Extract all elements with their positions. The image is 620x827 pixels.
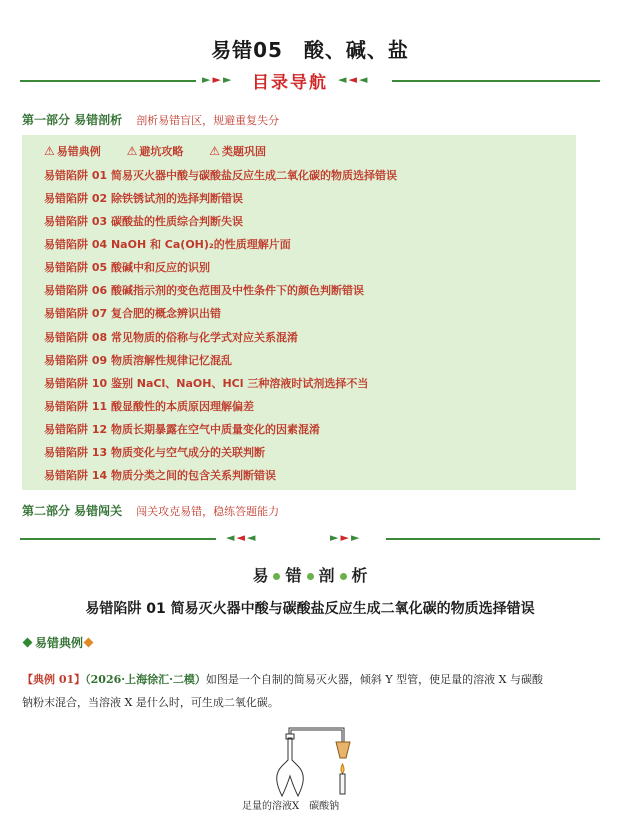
- part2-heading: [22, 502, 279, 519]
- tab-practice[interactable]: [209, 143, 266, 159]
- section-title: [0, 563, 620, 586]
- divider-line: [20, 538, 216, 540]
- document-title: 易错05 酸、碱、盐: [211, 38, 409, 62]
- nav-header: [20, 68, 600, 94]
- tab-label: 类题巩固: [221, 145, 266, 158]
- toc-item-05[interactable]: 易错陷阱 05 酸碱中和反应的识别: [44, 261, 210, 274]
- dot-icon: [273, 573, 280, 580]
- toc-box: [22, 135, 576, 490]
- part1-label: 第一部分 易错剖析: [22, 113, 123, 127]
- toc-item-14[interactable]: 易错陷阱 14 物质分类之间的包含关系判断错误: [44, 469, 276, 482]
- fire-extinguisher-figure: [262, 724, 362, 798]
- part2-label: 第二部分 易错闯关: [22, 504, 123, 518]
- part2-subtitle: 闯关攻克易错，稳练答题能力: [136, 505, 280, 518]
- tab-label: 易错典例: [56, 145, 101, 158]
- part1-heading: [22, 111, 279, 128]
- toc-item-01[interactable]: 易错陷阱 01 简易灭火器中酸与碳酸盐反应生成二氧化碳的物质选择错误: [44, 169, 397, 182]
- dot-icon: [340, 573, 347, 580]
- arrow-left-icon: ◄◄◄: [226, 531, 258, 544]
- nav-title: 目录导航: [252, 73, 328, 93]
- toc-item-11[interactable]: 易错陷阱 11 酸显酸性的本质原因理解偏差: [44, 400, 254, 413]
- toc-item-09[interactable]: 易错陷阱 09 物质溶解性规律记忆混乱: [44, 354, 232, 367]
- arrow-right-icon: ►►►: [330, 531, 362, 544]
- diamond-icon: [23, 638, 33, 648]
- arrow-right-icon: ►►►: [202, 73, 234, 86]
- toc-item-08[interactable]: 易错陷阱 08 常见物质的俗称与化学式对应关系混淆: [44, 331, 298, 344]
- example-text: 钠粉末混合，当溶液 X 是什么时，可生成二氧化碳。: [22, 696, 279, 709]
- tab-strategy[interactable]: [127, 143, 184, 159]
- typical-label: 易错典例: [35, 636, 84, 650]
- trap-heading: 易错陷阱 01 简易灭火器中酸与碳酸盐反应生成二氧化碳的物质选择错误: [85, 601, 535, 617]
- tab-label: 避坑攻略: [139, 145, 184, 158]
- warning-icon: ⚠: [209, 144, 220, 158]
- example-text: 如图是一个自制的简易灭火器，倾斜 Y 型管，使足量的溶液 X 与碳酸: [205, 673, 543, 686]
- section-divider: [20, 530, 600, 548]
- tab-typical[interactable]: [44, 143, 101, 159]
- divider-line: [392, 80, 600, 82]
- example-source: （2026·上海徐汇·二模）: [85, 673, 206, 686]
- diamond-icon: [84, 638, 94, 648]
- section-char: 错: [285, 566, 302, 585]
- divider-line: [20, 80, 196, 82]
- toc-item-03[interactable]: 易错陷阱 03 碳酸盐的性质综合判断失误: [44, 215, 243, 228]
- toc-item-02[interactable]: 易错陷阱 02 除铁锈试剂的选择判断错误: [44, 192, 243, 205]
- toc-item-12[interactable]: 易错陷阱 12 物质长期暴露在空气中质量变化的因素混淆: [44, 423, 320, 436]
- warning-icon: ⚠: [44, 144, 55, 158]
- toc-item-04[interactable]: 易错陷阱 04 NaOH 和 Ca(OH)₂的性质理解片面: [44, 238, 291, 251]
- example-tag: 【典例 01】: [22, 673, 86, 686]
- section-char: 易: [252, 566, 269, 585]
- tab-row: [44, 143, 288, 159]
- section-char: 剖: [318, 566, 335, 585]
- part1-subtitle: 剖析易错盲区，规避重复失分: [136, 114, 280, 127]
- section-char: 析: [351, 566, 368, 585]
- example-paragraph: [22, 668, 578, 714]
- divider-line: [386, 538, 600, 540]
- arrow-left-icon: ◄◄◄: [338, 73, 370, 86]
- typical-heading: [22, 634, 96, 651]
- toc-item-06[interactable]: 易错陷阱 06 酸碱指示剂的变色范围及中性条件下的颜色判断错误: [44, 284, 364, 297]
- toc-item-13[interactable]: 易错陷阱 13 物质变化与空气成分的关联判断: [44, 446, 265, 459]
- toc-item-07[interactable]: 易错陷阱 07 复合肥的概念辨识出错: [44, 307, 221, 320]
- figure-caption: 足量的溶液X 碳酸钠: [242, 801, 340, 812]
- toc-item-10[interactable]: 易错陷阱 10 鉴别 NaCl、NaOH、HCl 三种溶液时试剂选择不当: [44, 377, 369, 390]
- warning-icon: ⚠: [126, 144, 138, 158]
- dot-icon: [307, 573, 314, 580]
